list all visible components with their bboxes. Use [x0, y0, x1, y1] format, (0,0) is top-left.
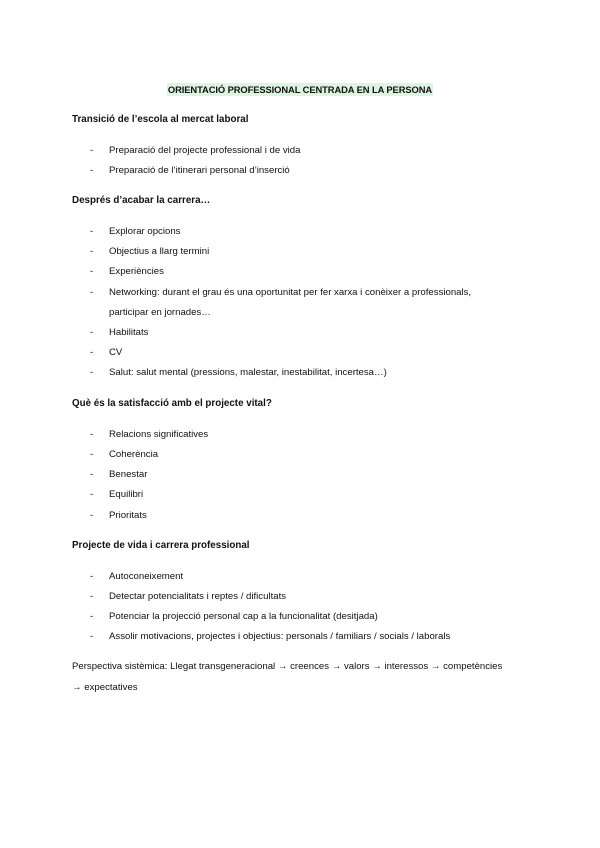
bullet-dash: - [90, 266, 94, 277]
section-heading-satisfaction: Què és la satisfacció amb el projecte vital? [72, 398, 272, 409]
section-heading-transition: Transició de l’escola al mercat laboral [72, 114, 249, 125]
bullet-dash: - [90, 145, 94, 156]
bullet-dash: - [90, 226, 94, 237]
bullet-dash: - [90, 631, 94, 642]
bullet-dash: - [90, 489, 94, 500]
list-item-text: Detectar potencialitats i reptes / dificultats [109, 591, 287, 602]
bullet-dash: - [90, 510, 94, 521]
list-item-text: Preparació de l’itinerari personal d’inserció [109, 165, 290, 176]
bullet-dash: - [90, 165, 94, 176]
list-item-text: Potenciar la projecció personal cap a la funcionalitat (desitjada) [109, 611, 378, 622]
list-item-text: Relacions significatives [109, 429, 209, 440]
section-heading-after-degree: Després d’acabar la carrera… [72, 195, 211, 206]
bullet-dash: - [90, 469, 94, 480]
systemic-perspective-line-1: Perspectiva sistèmica: Llegat transgeneracional → creences → valors → interessos → competències [72, 661, 503, 672]
list-item-text: Networking: durant el grau és una oportunitat per fer xarxa i conèixer a professionals, [109, 287, 472, 298]
title-container [0, 83, 600, 96]
systemic-perspective-line-2: → expectatives [72, 682, 138, 693]
bullet-dash: - [90, 246, 94, 257]
section-heading-life-project: Projecte de vida i carrera professional [72, 540, 250, 551]
bullet-dash: - [90, 287, 94, 298]
bullet-dash: - [90, 571, 94, 582]
list-item-text: Explorar opcions [109, 226, 181, 237]
list-item-text: Prioritats [109, 510, 147, 521]
list-item-text: Salut: salut mental (pressions, malestar, inestabilitat, incertesa…) [109, 367, 387, 378]
bullet-dash: - [90, 429, 94, 440]
list-item-text: CV [109, 347, 123, 358]
list-item-text: Assolir motivacions, projectes i objectius: personals / familiars / socials / laborals [109, 631, 451, 642]
document-title: ORIENTACIÓ PROFESSIONAL CENTRADA EN LA PERSONA [167, 84, 433, 95]
list-item-text: Experiències [109, 266, 164, 277]
list-item-text: Benestar [109, 469, 148, 480]
list-item-text: Autoconeixement [109, 571, 184, 582]
bullet-dash: - [90, 327, 94, 338]
bullet-dash: - [90, 591, 94, 602]
bullet-dash: - [90, 367, 94, 378]
list-item-text: Objectius a llarg termini [109, 246, 210, 257]
bullet-dash: - [90, 347, 94, 358]
list-item-text: Habilitats [109, 327, 149, 338]
list-item-text: Equilibri [109, 489, 144, 500]
list-item-text: Coherència [109, 449, 159, 460]
list-item-continuation: participar en jornades… [109, 307, 211, 318]
list-item-text: Preparació del projecte professional i de vida [109, 145, 301, 156]
bullet-dash: - [90, 449, 94, 460]
bullet-dash: - [90, 611, 94, 622]
